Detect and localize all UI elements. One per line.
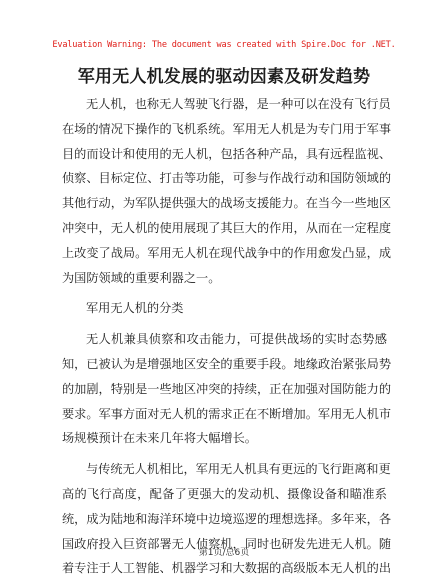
paragraph-line: 的加剧，特别是一些地区冲突的持续，正在加强对国防能力的 <box>62 381 392 396</box>
paragraph-intro <box>62 92 392 290</box>
paragraph-line: 其他行动，为军队提供强大的战场支援能力。在当今一些地区 <box>62 196 392 211</box>
paragraph-line: 高的飞行高度，配备了更强大的发动机、摄像设备和瞄准系 <box>62 486 387 501</box>
section-heading <box>62 296 387 321</box>
paragraph-demand <box>62 327 392 451</box>
paragraph-line: 无人机兼具侦察和攻击能力，可提供战场的实时态势感 <box>86 332 387 347</box>
paragraph-line: 冲突中，无人机的使用展现了其巨大的作用，从而在一定程度 <box>62 220 392 235</box>
evaluation-warning: Evaluation Warning: The document was created with Spire.Doc for .NET. <box>52 40 396 50</box>
document-title: 军用无人机发展的驱动因素及研发趋势 <box>77 67 371 87</box>
paragraph-line: 无人机，也称无人驾驶飞行器，是一种可以在没有飞行员 <box>86 97 391 111</box>
paragraph-line: 在场的情况下操作的飞机系统。军用无人机是为专门用于军事 <box>62 121 392 136</box>
paragraph-line: 统，成为陆地和海洋环境中边境巡逻的理想选择。多年来，各 <box>62 511 392 526</box>
paragraph-line: 目的而设计和使用的无人机，包括各种产品，具有远程监视、 <box>62 146 392 161</box>
section-heading-text: 军用无人机的分类 <box>86 301 184 316</box>
body-text <box>62 92 392 581</box>
paragraph-line: 为国防领域的重要利器之一。 <box>62 270 221 285</box>
paragraph-comparison <box>62 457 392 581</box>
paragraph-line: 国政府投入巨资部署无人侦察机，同时也研发先进无人机。随 <box>62 536 392 551</box>
paragraph-line: 侦察、目标定位、打击等功能，可参与作战行动和国防领域的 <box>62 171 392 186</box>
paragraph-line: 要求。军事方面对无人机的需求正在不断增加。军用无人机市 <box>62 406 392 421</box>
paragraph-line: 与传统无人机相比，军用无人机具有更远的飞行距离和更 <box>86 462 391 477</box>
paragraph-line: 知，已被认为是增强地区安全的重要手段。地缘政治紧张局势 <box>62 356 392 371</box>
paragraph-line: 着专注于人工智能、机器学习和大数据的高级版本无人机的出 <box>62 561 392 576</box>
paragraph-line: 上改变了战局。军用无人机在现代战争中的作用愈发凸显，成 <box>62 245 392 260</box>
paragraph-line: 场规模预计在未来几年将大幅增长。 <box>62 431 257 446</box>
page-number-footer: 第1页/总6页 <box>198 548 250 558</box>
